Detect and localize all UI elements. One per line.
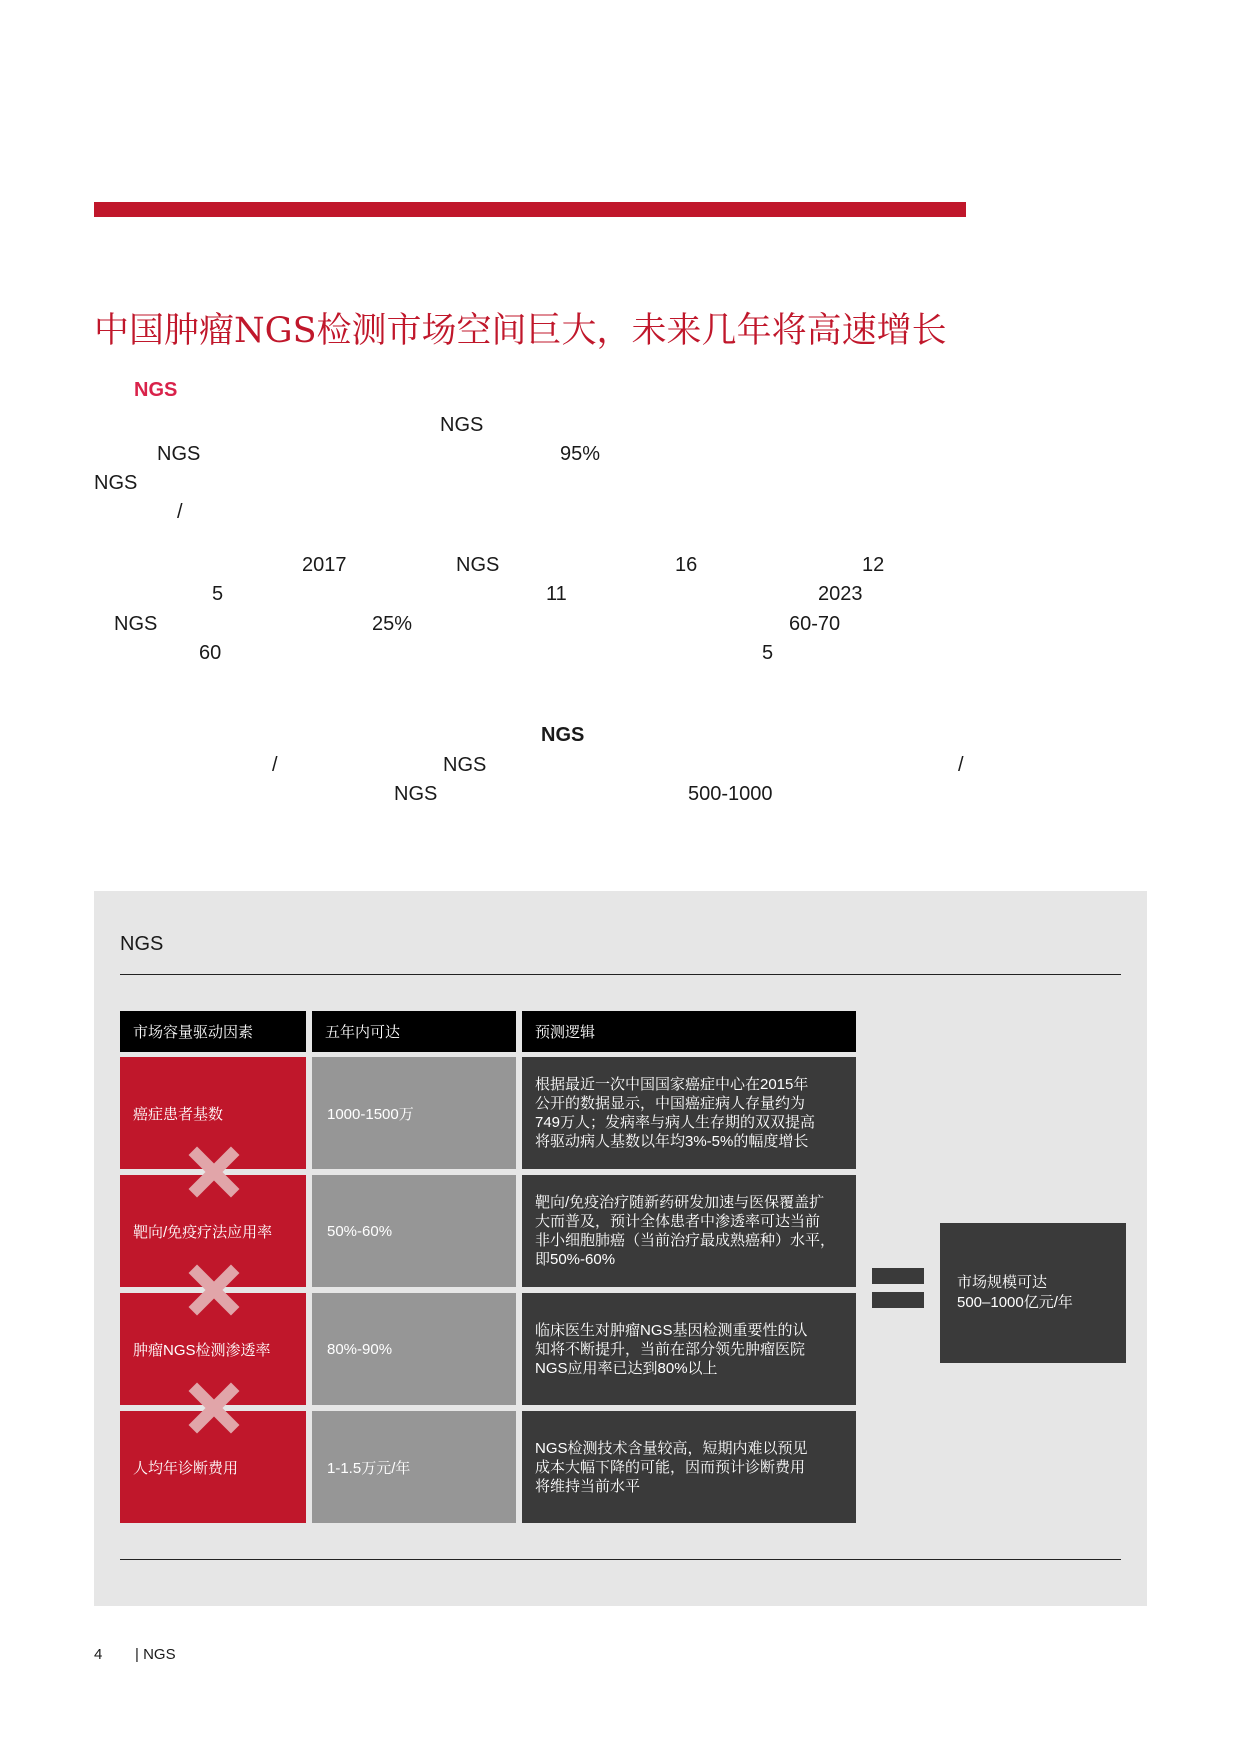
text-fragment: / [272,754,278,776]
text-fragment: / [958,754,964,776]
row-value: 80%-90% [312,1293,516,1405]
row-logic: NGS检测技术含量较高，短期内难以预见 成本大幅下降的可能，因而预计诊断费用 将维持当前水平 [522,1411,856,1523]
header-logic: 预测逻辑 [522,1011,856,1052]
text-fragment: 16 [675,554,698,576]
header-red-bar [94,202,966,217]
row-factor: 癌症患者基数 [120,1057,306,1169]
footer-label: | NGS [135,1646,176,1663]
text-fragment: 60-70 [789,613,841,635]
row-logic: 临床医生对肿瘤NGS基因检测重要性的认 知将不断提升，当前在部分领先肿瘤医院 NGS应用率已达到80%以上 [522,1293,856,1405]
market-size-result: 市场规模可达 500–1000亿元/年 [940,1223,1126,1363]
text-fragment: 60 [199,642,222,664]
equals-icon [872,1268,924,1284]
header-factor: 市场容量驱动因素 [120,1011,306,1052]
row-factor: 肿瘤NGS检测渗透率 [120,1293,306,1405]
text-fragment: NGS [394,783,438,805]
section3-heading: NGS [541,724,585,746]
text-fragment: 95% [560,443,601,465]
multiply-icon [188,1264,240,1316]
text-fragment: NGS [94,472,138,494]
text-fragment: 2017 [302,554,347,576]
figure-title: NGS [120,933,164,955]
page-title: 中国肿瘤NGS检测市场空间巨大，未来几年将高速增长 [94,311,947,351]
text-fragment: 500-1000 [688,783,773,805]
figure-bottom-rule [120,1559,1121,1560]
text-fragment: 11 [546,583,567,605]
text-fragment: NGS [440,414,484,436]
text-fragment: NGS [456,554,500,576]
row-value: 1-1.5万元/年 [312,1411,516,1523]
figure-top-rule [120,974,1121,975]
section1-heading: NGS [134,379,178,401]
text-fragment: NGS [114,613,158,635]
figure-panel [94,891,1147,1606]
row-factor: 人均年诊断费用 [120,1411,306,1523]
row-logic: 靶向/免疫治疗随新药研发加速与医保覆盖扩 大而普及，预计全体患者中渗透率可达当前 非小细胞肺癌（当前治疗最成熟癌种）水平， 即50%-60% [522,1175,856,1287]
row-value: 1000-1500万 [312,1057,516,1169]
page-number: 4 [94,1646,103,1663]
multiply-icon [188,1382,240,1434]
text-fragment: / [177,501,183,523]
multiply-icon [188,1146,240,1198]
text-fragment: NGS [443,754,487,776]
text-fragment: 5 [212,583,224,605]
row-factor: 靶向/免疫疗法应用率 [120,1175,306,1287]
text-fragment: 5 [762,642,774,664]
header-value: 五年内可达 [312,1011,516,1052]
text-fragment: 25% [372,613,413,635]
row-value: 50%-60% [312,1175,516,1287]
row-logic: 根据最近一次中国国家癌症中心在2015年 公开的数据显示，中国癌症病人存量约为 749万人；发病率与病人生存期的双双提高 将驱动病人基数以年均3%-5%的幅度增长 [522,1057,856,1169]
equals-icon [872,1292,924,1308]
text-fragment: 2023 [818,583,863,605]
text-fragment: NGS [157,443,201,465]
text-fragment: 12 [862,554,885,576]
